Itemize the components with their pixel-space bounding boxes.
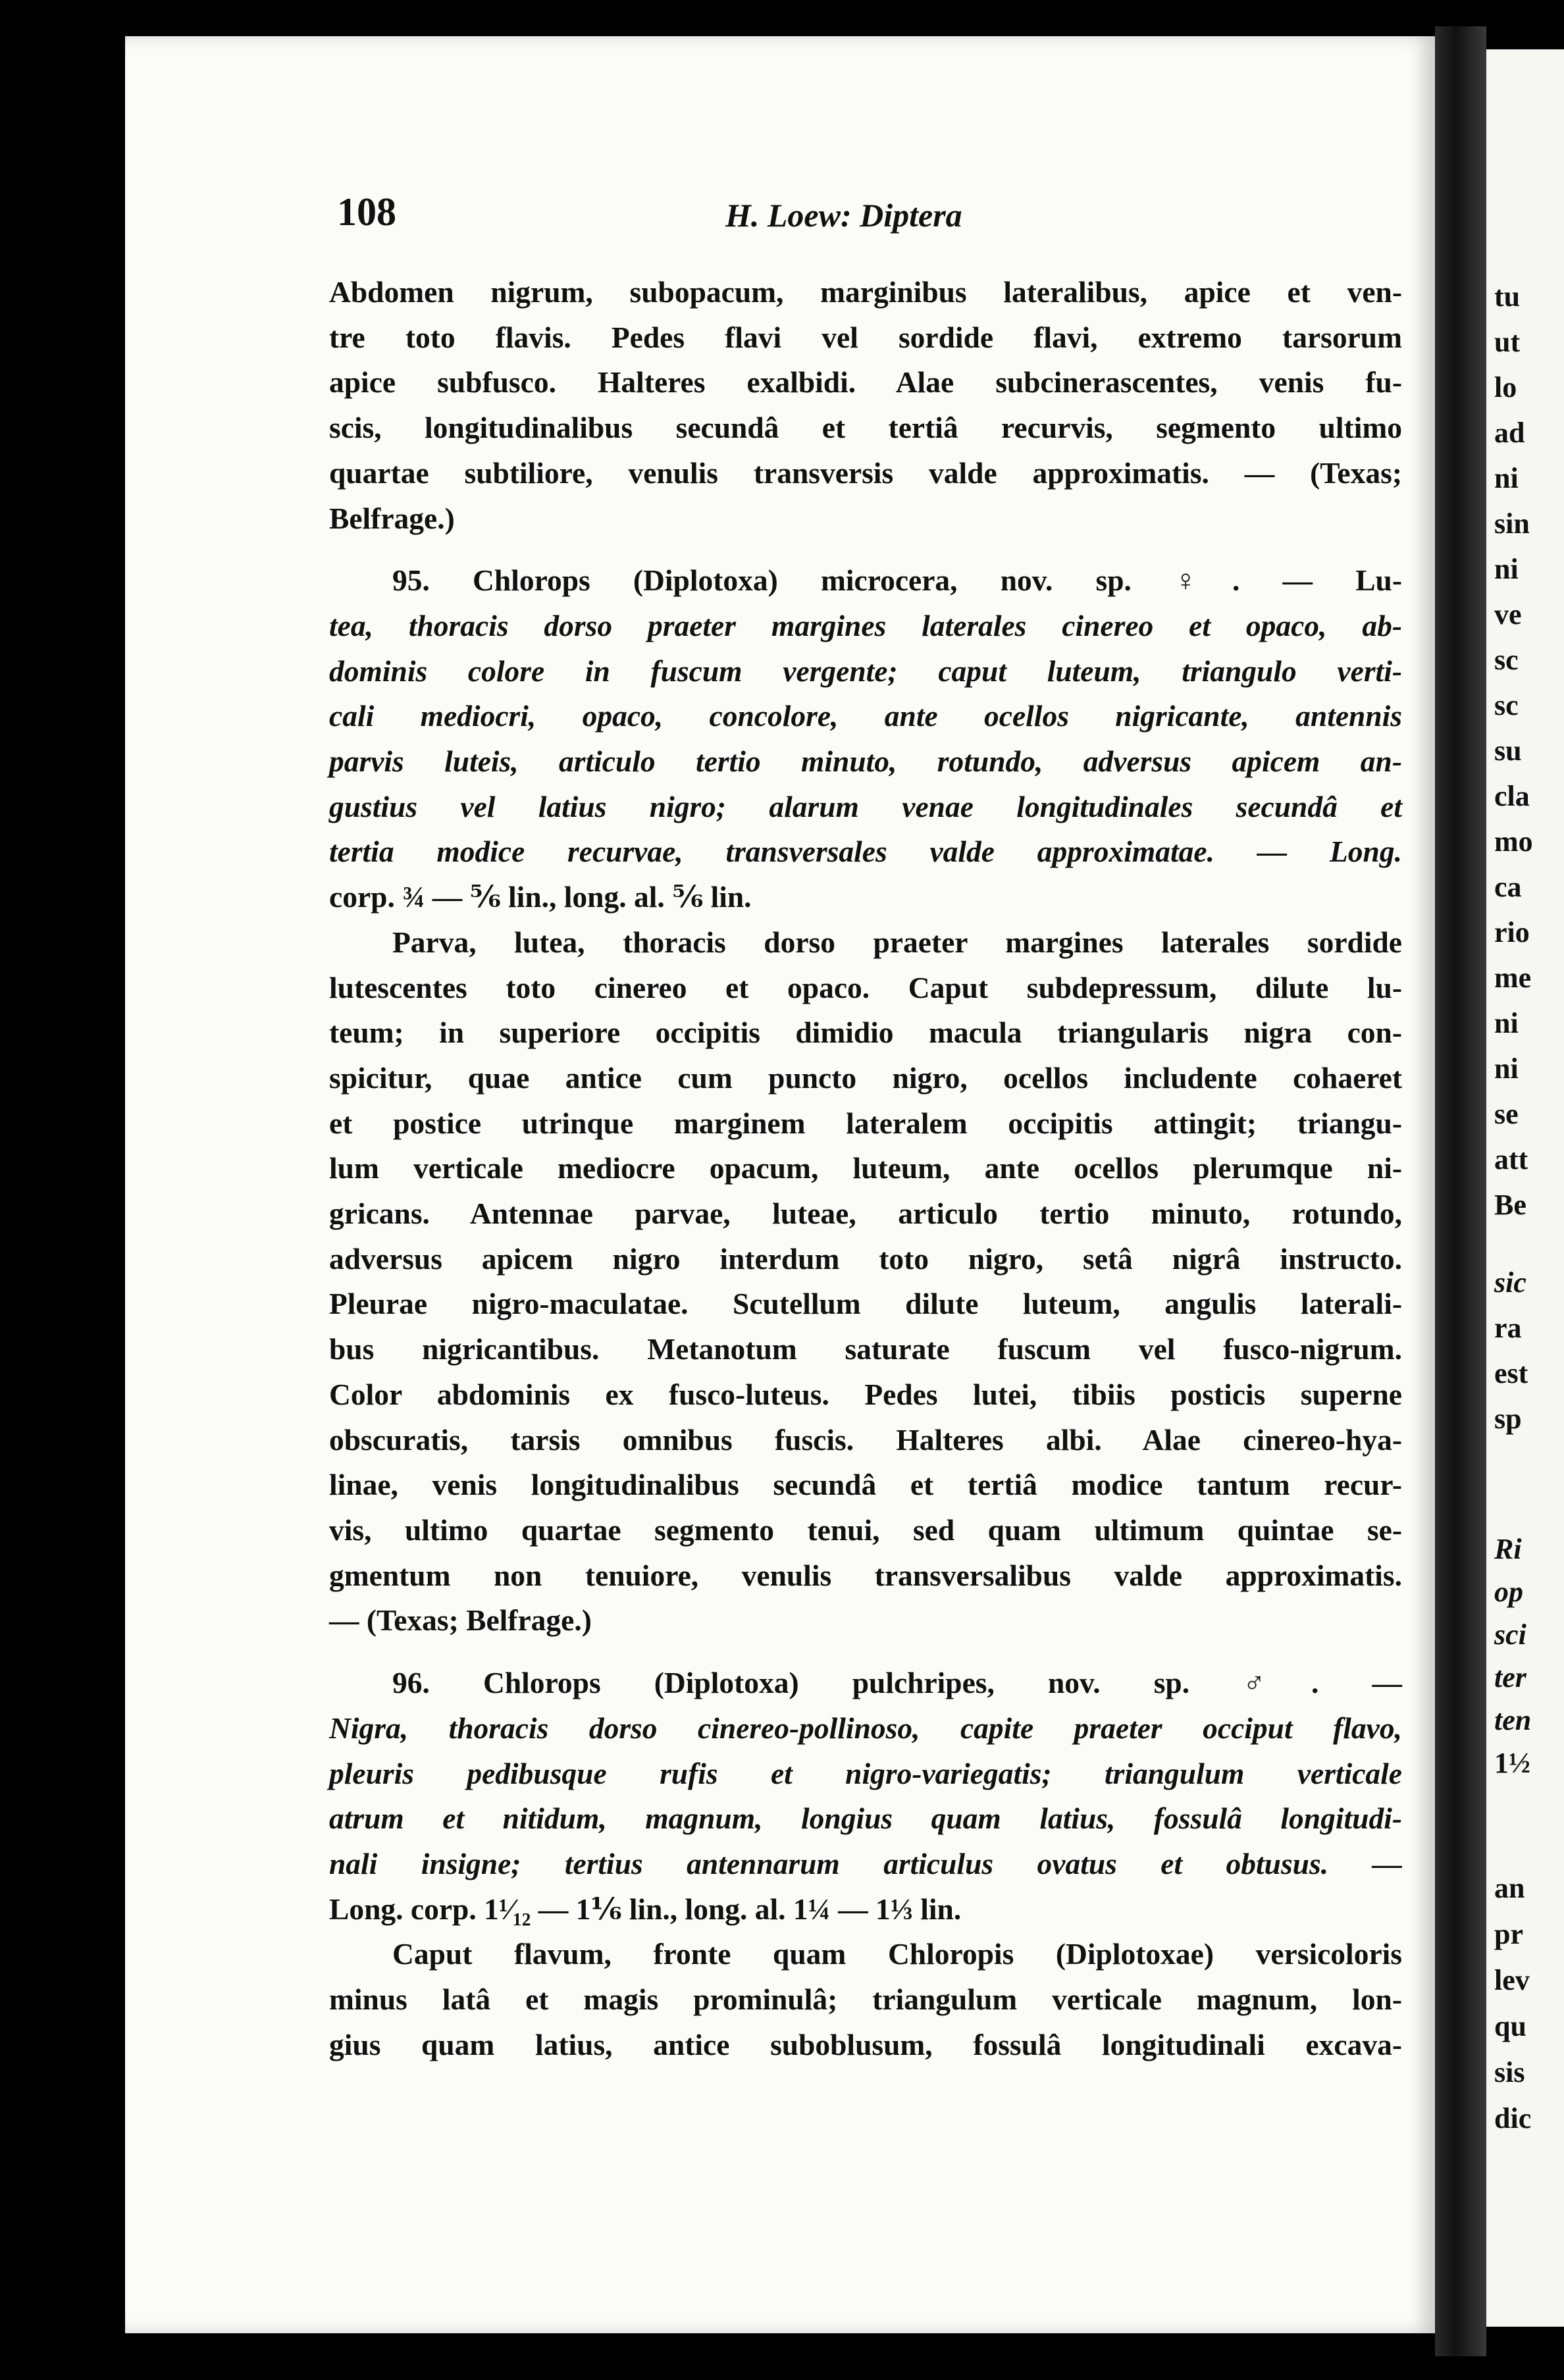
fragment: tu: [1494, 280, 1521, 313]
text-line: pleuris pedibusque rufis et nigro-variegatis; triangulum verticale: [329, 1756, 1402, 1790]
fragment: ca: [1494, 871, 1522, 903]
text-line: parvis luteis, articulo tertio minuto, rotundo, adversus apicem an-: [329, 744, 1402, 779]
text-line: Color abdominis ex fusco-luteus. Pedes lutei, tibiis posticis superne: [329, 1377, 1402, 1411]
fragment: est: [1494, 1357, 1528, 1389]
fragment: ra: [1494, 1312, 1522, 1344]
text-line: vis, ultimo quartae segmento tenui, sed quam ultimum quintae se-: [329, 1513, 1402, 1547]
text-line: adversus apicem nigro interdum toto nigro, setâ nigrâ instructo.: [329, 1241, 1402, 1276]
fragment: sp: [1494, 1403, 1522, 1435]
fragment: mo: [1494, 825, 1533, 858]
fragment: sci: [1494, 1618, 1526, 1651]
fragment: sc: [1494, 644, 1519, 676]
text-line: tea, thoracis dorso praeter margines laterales cinereo et opaco, ab-: [329, 608, 1402, 642]
text-line: scis, longitudinalibus secundâ et tertiâ recurvis, segmento ultimo: [329, 411, 1402, 445]
text-line: Long. corp. 1¹⁄₁₂ — 1⅙ lin., long. al. 1¼ — 1⅓ lin.: [329, 1892, 962, 1926]
paragraph-species-96: [329, 1661, 1402, 1932]
text-line: — (Texas; Belfrage.): [329, 1603, 592, 1638]
fragment: ni: [1494, 1052, 1519, 1085]
text-line: teum; in superiore occipitis dimidio macula triangularis nigra con-: [329, 1016, 1402, 1050]
fragment: lo: [1494, 371, 1517, 403]
fragment: cla: [1494, 780, 1530, 812]
text-line: tre toto flavis. Pedes flavi vel sordide flavi, extremo tarsorum: [329, 320, 1402, 354]
fragment: pr: [1494, 1918, 1523, 1950]
fragment: ten: [1494, 1704, 1532, 1736]
fragment: lev: [1494, 1964, 1530, 1996]
text-line: spicitur, quae antice cum puncto nigro, ocellos includente cohaeret: [329, 1060, 1402, 1095]
paragraph-description-95: [329, 920, 1402, 1643]
fragment: op: [1494, 1576, 1523, 1608]
fragment: sis: [1494, 2056, 1525, 2088]
fragment: sic: [1494, 1266, 1526, 1299]
fragment: su: [1494, 735, 1522, 767]
fragment: dic: [1494, 2102, 1532, 2134]
fragment: me: [1494, 962, 1532, 994]
text-line: Abdomen nigrum, subopacum, marginibus lateralibus, apice et ven-: [329, 275, 1402, 309]
text-line: lutescentes toto cinereo et opaco. Caput subdepressum, dilute lu-: [329, 970, 1402, 1004]
text-line: Nigra, thoracis dorso cinereo-pollinoso, capite praeter occiput flavo,: [329, 1711, 1402, 1745]
fragment: sc: [1494, 689, 1519, 721]
text-line: Parva, lutea, thoracis dorso praeter margines laterales sordide: [392, 925, 1402, 959]
fragment: se: [1494, 1098, 1519, 1130]
text-line: bus nigricantibus. Metanotum saturate fuscum vel fusco-nigrum.: [329, 1332, 1402, 1366]
body-text: [329, 270, 1402, 2067]
text-line: nali insigne; tertius antennarum articulus ovatus et obtusus. —: [329, 1846, 1402, 1880]
page-number: 108: [337, 190, 396, 234]
paragraph-description-96: [329, 1932, 1402, 2067]
text-line: apice subfusco. Halteres exalbidi. Alae subcinerascentes, venis fu-: [329, 365, 1402, 400]
text-line: gricans. Antennae parvae, luteae, articulo tertio minuto, rotundo,: [329, 1197, 1402, 1231]
species-heading: 96. Chlorops (Diplotoxa) pulchripes, nov. sp. ♂. —: [392, 1666, 1402, 1700]
fragment: ut: [1494, 326, 1521, 358]
text-line: Pleurae nigro-maculatae. Scutellum dilute luteum, angulis laterali-: [329, 1287, 1402, 1321]
text-line: obscuratis, tarsis omnibus fuscis. Halteres albi. Alae cinereo-hya-: [329, 1422, 1402, 1457]
text-line: gmentum non tenuiore, venulis transversalibus valde approximatis.: [329, 1558, 1402, 1592]
text-line: gius quam latius, antice suboblusum, fossulâ longitudinali excava-: [329, 2027, 1402, 2061]
text-line: Belfrage.): [329, 501, 455, 535]
species-heading: 95. Chlorops (Diplotoxa) microcera, nov. sp. ♀. — Lu-: [392, 563, 1402, 598]
text-line: dominis colore in fuscum vergente; caput luteum, triangulo verti-: [329, 654, 1402, 688]
text-line: gustius vel latius nigro; alarum venae longitudinales secundâ et: [329, 789, 1402, 823]
text-line: cali mediocri, opaco, concolore, ante ocellos nigricante, antennis: [329, 699, 1402, 733]
fragment: ni: [1494, 462, 1519, 494]
fragment: 1½: [1494, 1747, 1530, 1779]
fragment: ter: [1494, 1661, 1526, 1694]
page-header: [337, 190, 1410, 242]
text-line: quartae subtiliore, venulis transversis valde approximatis. — (Texas;: [329, 455, 1402, 490]
fragment: ad: [1494, 417, 1525, 449]
book-spine: [1435, 26, 1486, 2356]
text-line: atrum et nitidum, magnum, longius quam latius, fossulâ longitudi-: [329, 1801, 1402, 1836]
fragment: ve: [1494, 598, 1522, 631]
fragment: Ri: [1494, 1533, 1522, 1565]
paragraph-species-95: [329, 558, 1402, 920]
fragment: att: [1494, 1143, 1528, 1176]
text-line: linae, venis longitudinalibus secundâ et tertiâ modice tantum recur-: [329, 1468, 1402, 1502]
text-line: minus latâ et magis prominulâ; triangulum verticale magnum, lon-: [329, 1982, 1402, 2017]
fragment: Be: [1494, 1189, 1526, 1221]
fragment: sin: [1494, 507, 1530, 540]
paragraph-1: [329, 270, 1402, 541]
fragment: rio: [1494, 916, 1530, 948]
running-title: H. Loew: Diptera: [725, 197, 962, 234]
fragment: an: [1494, 1872, 1525, 1904]
fragment: ni: [1494, 1007, 1519, 1039]
right-page-edge: [1486, 49, 1564, 2327]
fragment: qu: [1494, 2010, 1526, 2042]
text-line: et postice utrinque marginem lateralem occipitis attingit; triangu-: [329, 1106, 1402, 1140]
text-line: corp. ¾ — ⅚ lin., long. al. ⅚ lin.: [329, 880, 752, 914]
text-line: lum verticale mediocre opacum, luteum, ante ocellos plerumque ni-: [329, 1151, 1402, 1185]
fragment: ni: [1494, 553, 1519, 585]
text-line: tertia modice recurvae, transversales valde approximatae. — Long.: [329, 835, 1402, 869]
text-line: Caput flavum, fronte quam Chloropis (Diplotoxae) versicoloris: [392, 1937, 1402, 1971]
